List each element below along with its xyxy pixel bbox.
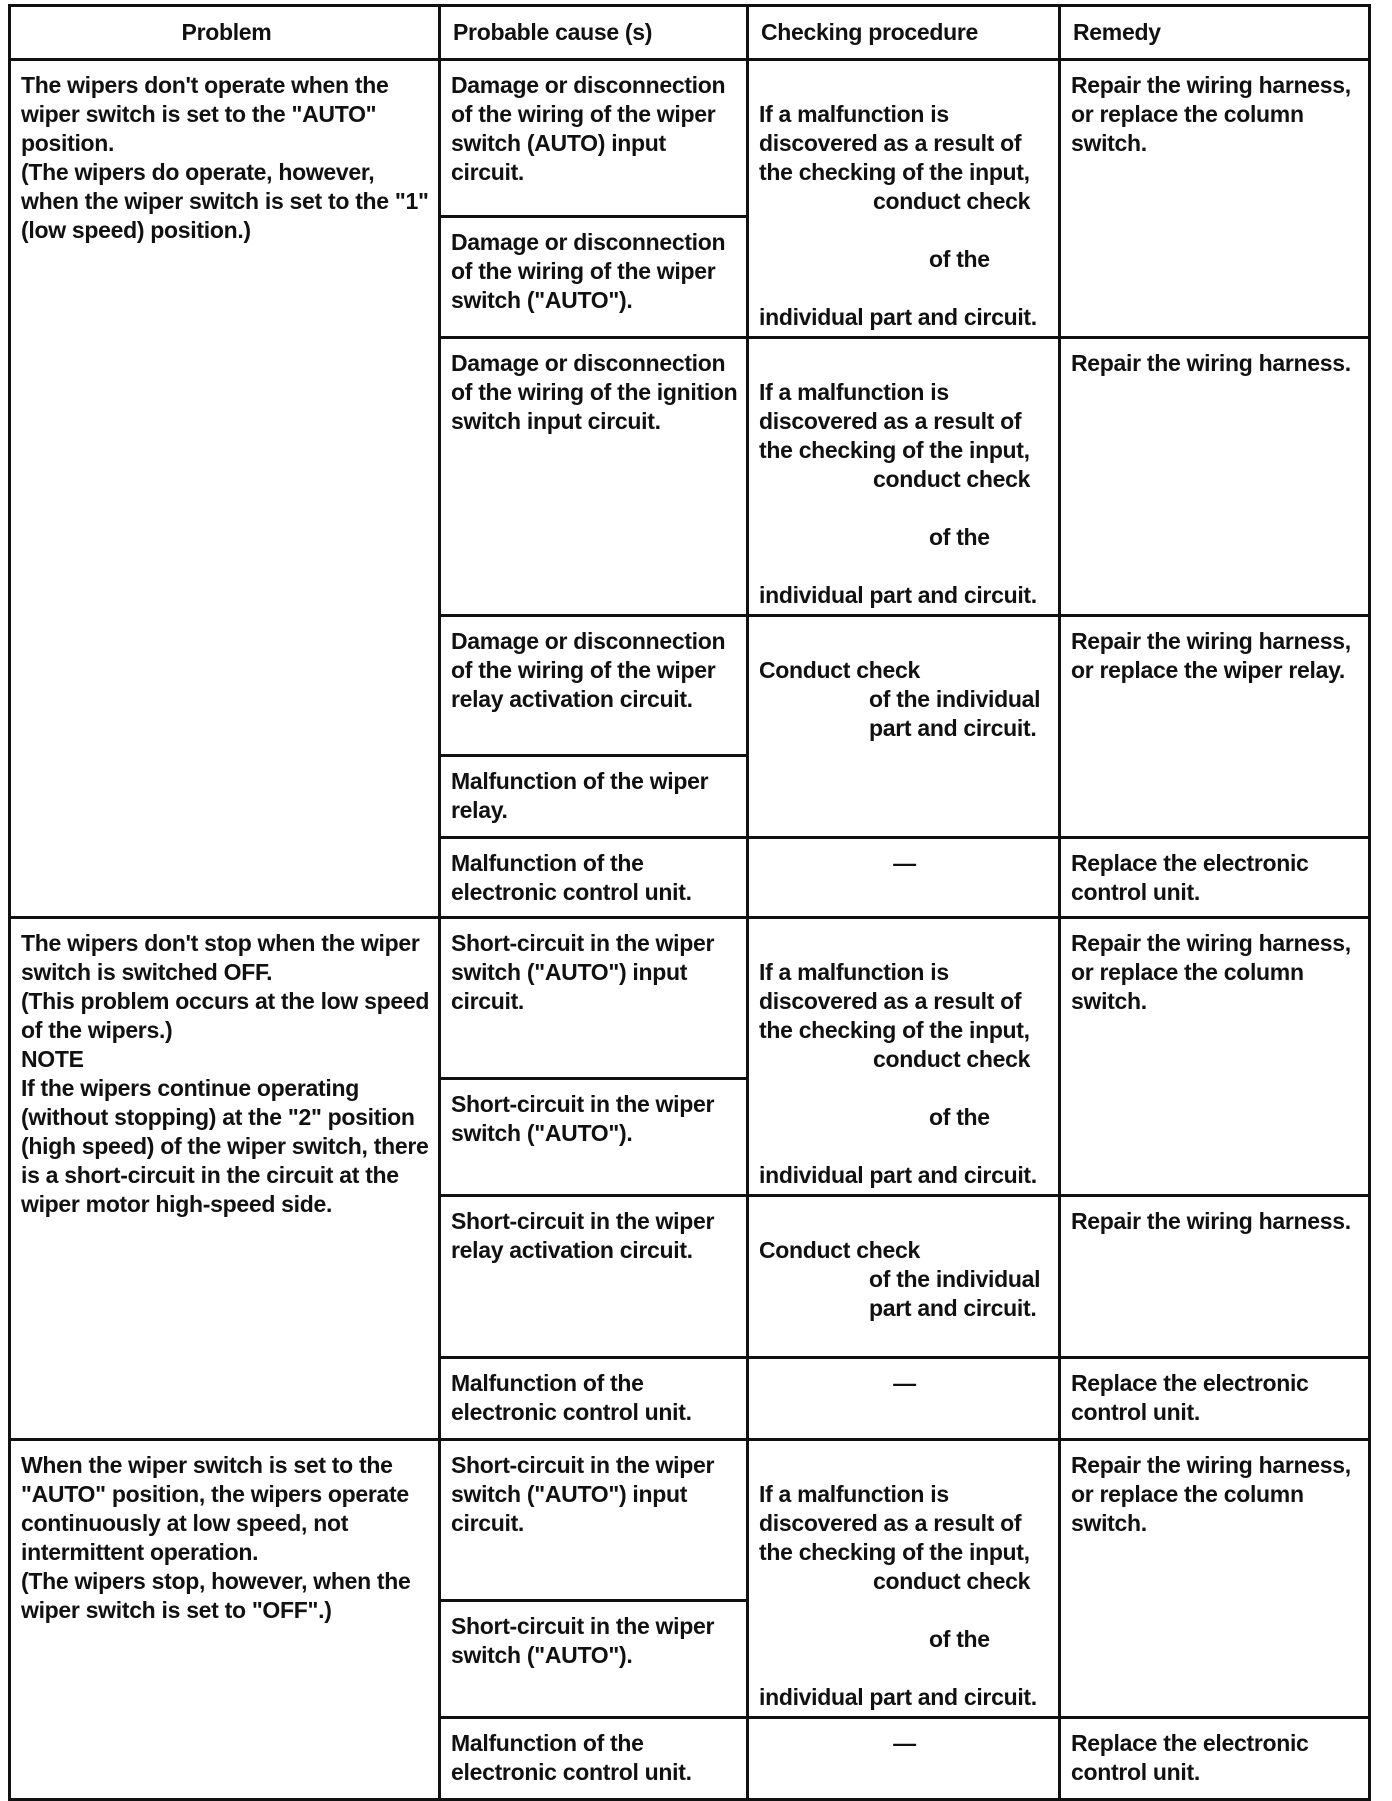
remedy-cell: Replace the electronic control unit.	[1060, 1718, 1370, 1800]
procedure-text: conduct check	[873, 466, 1031, 492]
procedure-text: Conduct check	[759, 657, 920, 683]
problem-cell: The wipers don't stop when the wiper switch is switched OFF. (This problem occurs at the low speed of the wipers.) NOTE If the wipers continue operating (without stopping) at the "2" position (high speed) of the wiper switch, there is a short-circuit in the circuit at the wiper motor high-speed side.	[10, 918, 440, 1440]
procedure-text: of the	[929, 246, 990, 272]
table-row	[10, 60, 1370, 217]
cause-cell: Malfunction of the wiper relay.	[440, 756, 748, 838]
troubleshooting-table	[8, 4, 1371, 1801]
remedy-cell: Repair the wiring harness.	[1060, 1196, 1370, 1358]
problem-cell: The wipers don't operate when the wiper switch is set to the "AUTO" position. (The wipers do operate, however, when the wiper switch is set to the "1" (low speed) position.)	[10, 60, 440, 918]
cause-cell: Short-circuit in the wiper switch ("AUTO") input circuit.	[440, 918, 748, 1079]
remedy-cell: Repair the wiring harness, or replace the column switch.	[1060, 1440, 1370, 1718]
procedure-text: of the	[929, 1104, 990, 1130]
cause-cell: Short-circuit in the wiper relay activation circuit.	[440, 1196, 748, 1358]
header-probable-cause: Probable cause (s)	[440, 6, 748, 60]
procedure-text: Conduct check	[759, 1237, 920, 1263]
cause-cell: Short-circuit in the wiper switch ("AUTO").	[440, 1078, 748, 1195]
procedure-text: If a malfunction is discovered as a result of the checking of the input,	[759, 101, 1030, 185]
cause-cell: Malfunction of the electronic control unit.	[440, 1358, 748, 1440]
remedy-cell: Repair the wiring harness.	[1060, 338, 1370, 616]
procedure-cell	[748, 918, 1060, 1196]
procedure-text: individual part and circuit.	[759, 304, 1037, 330]
header-checking-procedure: Checking procedure	[748, 6, 1060, 60]
remedy-cell: Repair the wiring harness, or replace the wiper relay.	[1060, 616, 1370, 838]
cause-cell: Damage or disconnection of the wiring of the ignition switch input circuit.	[440, 338, 748, 616]
procedure-text: conduct check	[873, 1568, 1031, 1594]
procedure-dash: —	[748, 838, 1060, 918]
procedure-text: individual part and circuit.	[759, 1684, 1037, 1710]
table-row	[10, 918, 1370, 1079]
cause-cell: Damage or disconnection of the wiring of the wiper switch (AUTO) input circuit.	[440, 60, 748, 217]
procedure-text: individual part and circuit.	[759, 1162, 1037, 1188]
cause-cell: Malfunction of the electronic control unit.	[440, 838, 748, 918]
cause-cell: Short-circuit in the wiper switch ("AUTO") input circuit.	[440, 1440, 748, 1601]
procedure-text: of the	[929, 524, 990, 550]
remedy-cell: Repair the wiring harness, or replace the column switch.	[1060, 918, 1370, 1196]
cause-cell: Damage or disconnection of the wiring of the wiper switch ("AUTO").	[440, 216, 748, 337]
cause-cell: Malfunction of the electronic control unit.	[440, 1718, 748, 1800]
procedure-cell	[748, 338, 1060, 616]
procedure-cell	[748, 616, 1060, 838]
procedure-text: conduct check	[873, 188, 1031, 214]
header-row	[10, 6, 1370, 60]
problem-cell: When the wiper switch is set to the "AUTO" position, the wipers operate continuously at low speed, not intermittent operation. (The wipers stop, however, when the wiper switch is set to "OFF".)	[10, 1440, 440, 1800]
procedure-text: If a malfunction is discovered as a result of the checking of the input,	[759, 959, 1030, 1043]
procedure-cell	[748, 1196, 1060, 1358]
procedure-dash: —	[748, 1718, 1060, 1800]
header-problem: Problem	[10, 6, 440, 60]
table-row	[10, 1440, 1370, 1601]
procedure-cell	[748, 60, 1060, 338]
remedy-cell: Repair the wiring harness, or replace the column switch.	[1060, 60, 1370, 338]
cause-cell: Damage or disconnection of the wiring of the wiper relay activation circuit.	[440, 616, 748, 756]
procedure-cell	[748, 1440, 1060, 1718]
procedure-text: If a malfunction is discovered as a result of the checking of the input,	[759, 1481, 1030, 1565]
remedy-cell: Replace the electronic control unit.	[1060, 1358, 1370, 1440]
procedure-text: of the individual part and circuit.	[869, 1266, 1041, 1321]
cause-cell: Short-circuit in the wiper switch ("AUTO").	[440, 1600, 748, 1717]
header-remedy: Remedy	[1060, 6, 1370, 60]
remedy-cell: Replace the electronic control unit.	[1060, 838, 1370, 918]
procedure-text: of the	[929, 1626, 990, 1652]
procedure-text: If a malfunction is discovered as a result of the checking of the input,	[759, 379, 1030, 463]
procedure-text: individual part and circuit.	[759, 582, 1037, 608]
procedure-dash: —	[748, 1358, 1060, 1440]
procedure-text: conduct check	[873, 1046, 1031, 1072]
procedure-text: of the individual part and circuit.	[869, 686, 1041, 741]
